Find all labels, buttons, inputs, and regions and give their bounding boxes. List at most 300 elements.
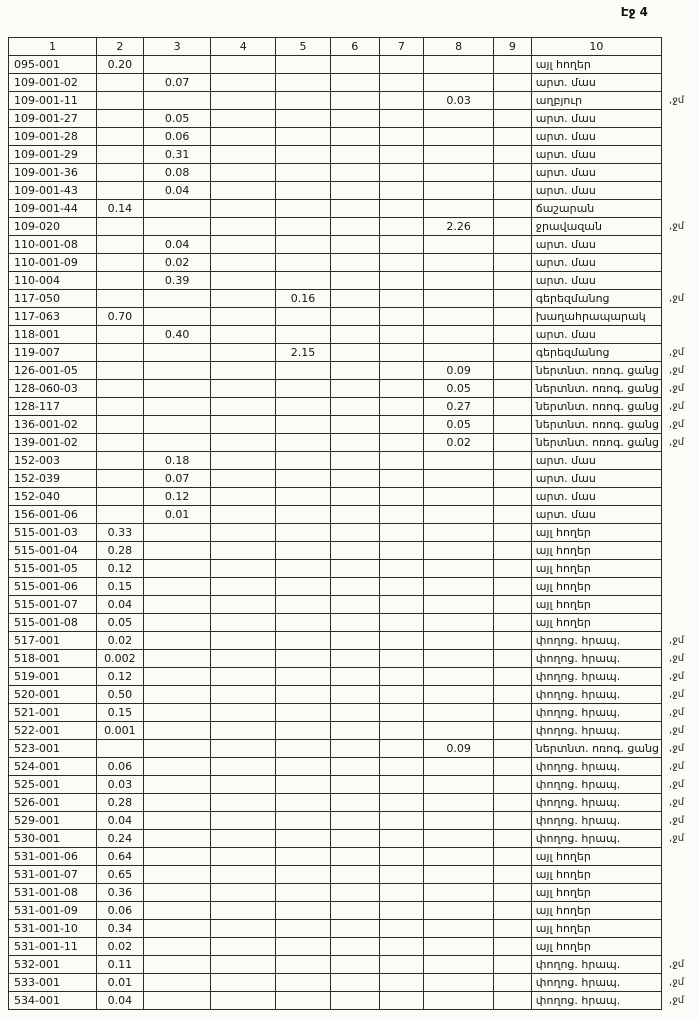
margin-note: ,ջմ (669, 707, 685, 718)
value-cell (211, 776, 276, 794)
parcel-code-cell: 126-001-05 (9, 362, 97, 380)
value-cell (379, 74, 424, 92)
value-cell (211, 434, 276, 452)
value-cell (96, 290, 143, 308)
value-cell (276, 812, 331, 830)
value-cell (276, 272, 331, 290)
value-cell (276, 254, 331, 272)
value-cell (379, 56, 424, 74)
value-cell (143, 740, 211, 758)
value-cell (493, 560, 531, 578)
margin-note (662, 164, 698, 182)
table-row (9, 866, 698, 884)
value-cell (330, 506, 379, 524)
value-cell (330, 884, 379, 902)
value-cell (211, 506, 276, 524)
value-cell (276, 164, 331, 182)
value-cell (96, 488, 143, 506)
value-cell (424, 470, 494, 488)
table-row (9, 596, 698, 614)
parcel-code-cell: 518-001 (9, 650, 97, 668)
value-cell (493, 74, 531, 92)
value-cell (276, 596, 331, 614)
land-type-cell: փողոց. հրապ. (531, 668, 661, 686)
value-cell: 0.05 (143, 110, 211, 128)
value-cell (493, 236, 531, 254)
land-type-cell: այլ հողեր (531, 560, 661, 578)
value-cell (379, 866, 424, 884)
value-cell (276, 308, 331, 326)
value-cell (330, 578, 379, 596)
value-cell (330, 560, 379, 578)
value-cell (276, 920, 331, 938)
value-cell: 0.33 (96, 524, 143, 542)
table-body (9, 56, 698, 1010)
margin-note (662, 326, 698, 344)
value-cell (143, 218, 211, 236)
table-row (9, 452, 698, 470)
parcel-code-cell: 095-001 (9, 56, 97, 74)
table-row (9, 560, 698, 578)
value-cell: 0.04 (96, 596, 143, 614)
table-row (9, 992, 698, 1010)
value-cell (379, 686, 424, 704)
value-cell (211, 164, 276, 182)
parcel-code-cell: 128-117 (9, 398, 97, 416)
table-row (9, 830, 698, 848)
value-cell (211, 920, 276, 938)
land-type-cell: խաղահրապարակ (531, 308, 661, 326)
value-cell (96, 218, 143, 236)
value-cell (143, 866, 211, 884)
parcel-code-cell: 524-001 (9, 758, 97, 776)
value-cell (96, 326, 143, 344)
value-cell (211, 308, 276, 326)
value-cell (143, 884, 211, 902)
margin-note (662, 272, 698, 290)
value-cell (379, 704, 424, 722)
table-row (9, 74, 698, 92)
table-row (9, 56, 698, 74)
value-cell (211, 794, 276, 812)
value-cell (276, 866, 331, 884)
parcel-code-cell: 110-004 (9, 272, 97, 290)
value-cell (379, 902, 424, 920)
value-cell (330, 236, 379, 254)
value-cell (96, 452, 143, 470)
value-cell (330, 200, 379, 218)
margin-note (662, 524, 698, 542)
value-cell (493, 308, 531, 326)
land-type-cell: արտ. մաս (531, 74, 661, 92)
value-cell: 0.50 (96, 686, 143, 704)
parcel-code-cell: 515-001-06 (9, 578, 97, 596)
margin-note (662, 902, 698, 920)
value-cell (379, 218, 424, 236)
margin-note: ,ջմ (669, 653, 685, 664)
value-cell (276, 218, 331, 236)
page-number-label: Էջ 4 (620, 5, 648, 19)
table-row (9, 920, 698, 938)
value-cell (379, 740, 424, 758)
land-type-cell: այլ հողեր (531, 56, 661, 74)
table-row (9, 362, 698, 380)
value-cell: 0.20 (96, 56, 143, 74)
parcel-code-cell: 136-001-02 (9, 416, 97, 434)
table-row (9, 182, 698, 200)
value-cell (493, 110, 531, 128)
table-row (9, 686, 698, 704)
value-cell (493, 434, 531, 452)
value-cell (330, 542, 379, 560)
margin-note: ,ջմ (669, 833, 685, 844)
value-cell (330, 398, 379, 416)
parcel-code-cell: 515-001-03 (9, 524, 97, 542)
value-cell (379, 884, 424, 902)
value-cell: 0.02 (96, 938, 143, 956)
value-cell (379, 92, 424, 110)
value-cell (276, 722, 331, 740)
column-header: 5 (276, 38, 331, 56)
land-type-cell: այլ հողեր (531, 614, 661, 632)
parcel-code-cell: 109-001-43 (9, 182, 97, 200)
value-cell (211, 344, 276, 362)
value-cell: 0.001 (96, 722, 143, 740)
margin-note: ,ջմ (669, 293, 685, 304)
value-cell: 0.02 (143, 254, 211, 272)
value-cell (276, 506, 331, 524)
value-cell (493, 164, 531, 182)
margin-note (662, 506, 698, 524)
value-cell (96, 146, 143, 164)
value-cell: 0.06 (96, 758, 143, 776)
value-cell: 0.04 (96, 992, 143, 1010)
value-cell (424, 704, 494, 722)
value-cell (330, 848, 379, 866)
land-type-cell: փողոց. հրապ. (531, 704, 661, 722)
table-row (9, 668, 698, 686)
value-cell (276, 128, 331, 146)
margin-note: ,ջմ (669, 959, 685, 970)
value-cell (211, 254, 276, 272)
value-cell (379, 398, 424, 416)
value-cell (211, 668, 276, 686)
value-cell (493, 488, 531, 506)
table-row (9, 272, 698, 290)
value-cell (493, 272, 531, 290)
table-row (9, 380, 698, 398)
value-cell (211, 632, 276, 650)
value-cell (330, 920, 379, 938)
value-cell: 2.15 (276, 344, 331, 362)
value-cell: 0.64 (96, 848, 143, 866)
parcel-code-cell: 521-001 (9, 704, 97, 722)
value-cell (424, 326, 494, 344)
value-cell (424, 74, 494, 92)
value-cell (211, 740, 276, 758)
value-cell (424, 164, 494, 182)
value-cell (211, 182, 276, 200)
value-cell (424, 308, 494, 326)
value-cell (276, 578, 331, 596)
land-type-cell: այլ հողեր (531, 578, 661, 596)
value-cell: 0.07 (143, 74, 211, 92)
margin-note (662, 200, 698, 218)
value-cell (379, 164, 424, 182)
column-header: 1 (9, 38, 97, 56)
margin-note: ,ջմ (669, 815, 685, 826)
value-cell (424, 776, 494, 794)
value-cell (424, 614, 494, 632)
table-header (9, 38, 698, 56)
value-cell (96, 434, 143, 452)
value-cell (424, 938, 494, 956)
value-cell (143, 56, 211, 74)
land-type-cell: ներտնտ. ոռոգ. ցանց (531, 380, 661, 398)
value-cell (96, 254, 143, 272)
value-cell (276, 956, 331, 974)
value-cell (211, 866, 276, 884)
column-header: 6 (330, 38, 379, 56)
parcel-code-cell: 522-001 (9, 722, 97, 740)
margin-note (662, 938, 698, 956)
value-cell (330, 740, 379, 758)
parcel-code-cell: 152-040 (9, 488, 97, 506)
value-cell (379, 200, 424, 218)
value-cell (493, 524, 531, 542)
header-row (9, 38, 698, 56)
value-cell (211, 272, 276, 290)
land-type-cell: արտ. մաս (531, 506, 661, 524)
margin-note: ,ջմ (669, 995, 685, 1006)
value-cell (379, 128, 424, 146)
value-cell (330, 326, 379, 344)
value-cell (143, 758, 211, 776)
margin-note: ,ջմ (669, 95, 685, 106)
margin-note (662, 470, 698, 488)
table-row (9, 884, 698, 902)
table-row (9, 848, 698, 866)
land-type-cell: այլ հողեր (531, 920, 661, 938)
value-cell (493, 722, 531, 740)
parcel-code-cell: 110-001-09 (9, 254, 97, 272)
land-type-cell: այլ հողեր (531, 902, 661, 920)
value-cell (276, 92, 331, 110)
value-cell (330, 146, 379, 164)
land-type-cell: փողոց. հրապ. (531, 776, 661, 794)
margin-note: ,ջմ (669, 437, 685, 448)
margin-note (662, 74, 698, 92)
land-type-cell: այլ հողեր (531, 848, 661, 866)
value-cell (211, 326, 276, 344)
land-type-cell: այլ հողեր (531, 596, 661, 614)
value-cell: 0.05 (424, 380, 494, 398)
table-row (9, 110, 698, 128)
value-cell (424, 650, 494, 668)
land-type-cell: փողոց. հրապ. (531, 974, 661, 992)
parcel-code-cell: 525-001 (9, 776, 97, 794)
value-cell: 0.08 (143, 164, 211, 182)
value-cell (330, 650, 379, 668)
margin-note: ,ջմ (669, 671, 685, 682)
value-cell (330, 308, 379, 326)
value-cell (143, 722, 211, 740)
value-cell (330, 128, 379, 146)
parcel-code-cell: 534-001 (9, 992, 97, 1010)
value-cell (493, 470, 531, 488)
value-cell (276, 560, 331, 578)
value-cell (143, 398, 211, 416)
value-cell: 0.06 (143, 128, 211, 146)
margin-note: ,ջմ (669, 725, 685, 736)
table-row (9, 974, 698, 992)
margin-note: ,ջմ (669, 797, 685, 808)
value-cell: 2.26 (424, 218, 494, 236)
value-cell (143, 380, 211, 398)
value-cell: 0.36 (96, 884, 143, 902)
value-cell (276, 542, 331, 560)
value-cell: 0.28 (96, 794, 143, 812)
land-type-cell: արտ. մաս (531, 146, 661, 164)
parcel-code-cell: 117-050 (9, 290, 97, 308)
value-cell (493, 956, 531, 974)
value-cell: 0.04 (96, 812, 143, 830)
value-cell (211, 650, 276, 668)
value-cell (424, 506, 494, 524)
margin-note: ,ջմ (669, 365, 685, 376)
table-row (9, 488, 698, 506)
parcel-code-cell: 109-001-44 (9, 200, 97, 218)
value-cell (493, 290, 531, 308)
table-row (9, 650, 698, 668)
land-type-cell: արտ. մաս (531, 182, 661, 200)
value-cell (379, 668, 424, 686)
value-cell (493, 668, 531, 686)
value-cell (330, 686, 379, 704)
margin-note (662, 128, 698, 146)
value-cell (330, 758, 379, 776)
value-cell (276, 740, 331, 758)
value-cell (211, 902, 276, 920)
value-cell (276, 668, 331, 686)
value-cell: 0.04 (143, 182, 211, 200)
value-cell (143, 542, 211, 560)
value-cell (424, 128, 494, 146)
value-cell (211, 614, 276, 632)
table-row (9, 308, 698, 326)
land-type-cell: փողոց. հրապ. (531, 956, 661, 974)
table-row (9, 722, 698, 740)
value-cell (379, 776, 424, 794)
value-cell: 0.002 (96, 650, 143, 668)
value-cell (276, 632, 331, 650)
table-row (9, 92, 698, 110)
value-cell (143, 578, 211, 596)
value-cell (379, 542, 424, 560)
parcel-code-cell: 531-001-10 (9, 920, 97, 938)
value-cell (379, 326, 424, 344)
value-cell (211, 524, 276, 542)
value-cell (96, 74, 143, 92)
margin-note: ,ջմ (669, 419, 685, 430)
parcel-code-cell: 109-001-29 (9, 146, 97, 164)
land-type-cell: փողոց. հրապ. (531, 830, 661, 848)
value-cell (493, 200, 531, 218)
value-cell (424, 272, 494, 290)
value-cell (143, 596, 211, 614)
land-type-cell: արտ. մաս (531, 470, 661, 488)
margin-note (662, 614, 698, 632)
value-cell: 0.70 (96, 308, 143, 326)
value-cell: 0.07 (143, 470, 211, 488)
value-cell (276, 110, 331, 128)
parcel-code-cell: 532-001 (9, 956, 97, 974)
margin-note (662, 866, 698, 884)
value-cell: 0.28 (96, 542, 143, 560)
table-row (9, 794, 698, 812)
parcel-code-cell: 139-001-02 (9, 434, 97, 452)
value-cell (424, 560, 494, 578)
value-cell (211, 452, 276, 470)
value-cell (379, 272, 424, 290)
value-cell (211, 128, 276, 146)
value-cell: 0.18 (143, 452, 211, 470)
value-cell (143, 650, 211, 668)
value-cell (276, 200, 331, 218)
value-cell (379, 596, 424, 614)
value-cell (493, 920, 531, 938)
margin-note: ,ջմ (669, 221, 685, 232)
table-row (9, 704, 698, 722)
value-cell (330, 794, 379, 812)
value-cell (96, 164, 143, 182)
value-cell (493, 812, 531, 830)
value-cell (424, 56, 494, 74)
table-row (9, 200, 698, 218)
value-cell (379, 812, 424, 830)
land-type-cell: աղբյուր (531, 92, 661, 110)
value-cell (330, 272, 379, 290)
value-cell (276, 398, 331, 416)
value-cell (211, 92, 276, 110)
value-cell (276, 362, 331, 380)
value-cell (379, 488, 424, 506)
land-type-cell: այլ հողեր (531, 866, 661, 884)
margin-note: ,ջմ (669, 743, 685, 754)
margin-note (662, 920, 698, 938)
value-cell (424, 812, 494, 830)
margin-note (662, 542, 698, 560)
value-cell (330, 668, 379, 686)
parcel-code-cell: 109-001-36 (9, 164, 97, 182)
margin-note (662, 848, 698, 866)
value-cell (276, 686, 331, 704)
margin-note: ,ջմ (669, 977, 685, 988)
value-cell (211, 380, 276, 398)
value-cell (211, 146, 276, 164)
value-cell (143, 938, 211, 956)
value-cell (96, 182, 143, 200)
value-cell (424, 578, 494, 596)
parcel-code-cell: 109-001-28 (9, 128, 97, 146)
value-cell (276, 704, 331, 722)
column-header: 4 (211, 38, 276, 56)
parcel-code-cell: 533-001 (9, 974, 97, 992)
value-cell (330, 488, 379, 506)
value-cell (493, 56, 531, 74)
value-cell (424, 632, 494, 650)
value-cell (276, 488, 331, 506)
